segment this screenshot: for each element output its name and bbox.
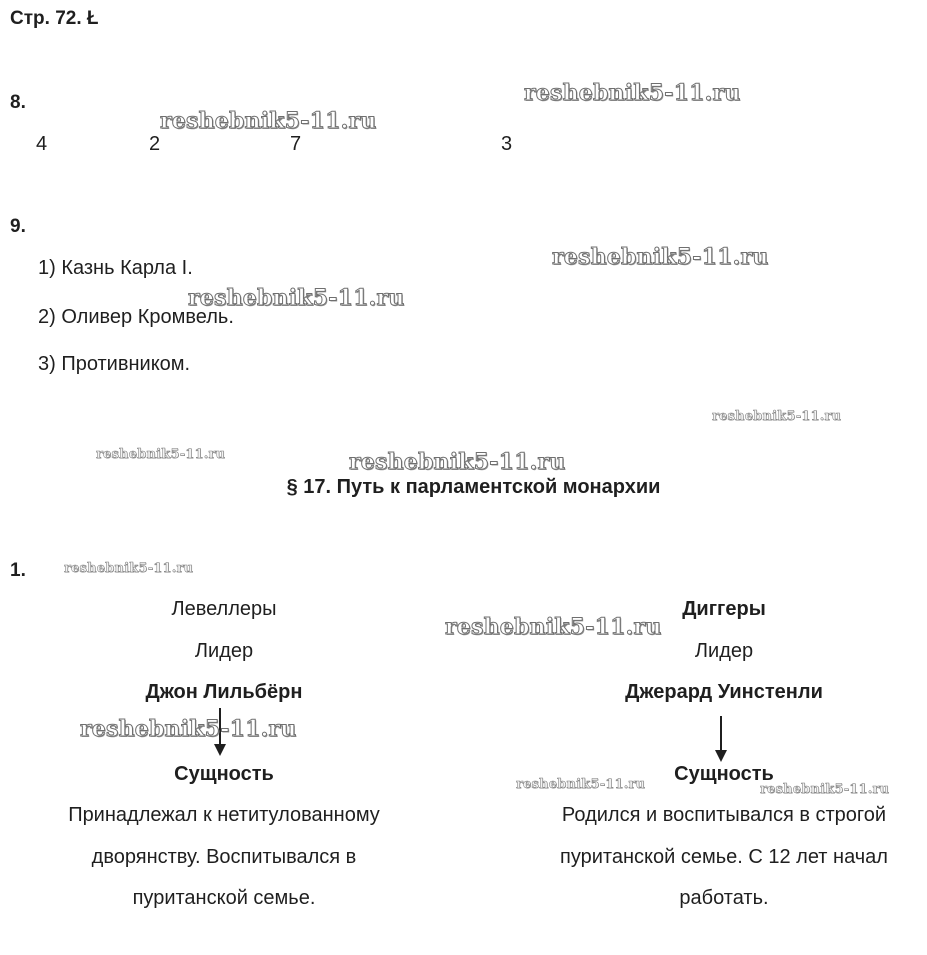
task-8-answer: 3 bbox=[501, 133, 513, 155]
left-arrow-head bbox=[214, 744, 226, 756]
watermark: reshebnik5-11.ru bbox=[64, 561, 194, 576]
right-group-name: Диггеры bbox=[682, 598, 766, 620]
watermark: reshebnik5-11.ru bbox=[712, 409, 842, 424]
left-essence-line: Принадлежал к нетитулованному bbox=[68, 804, 380, 826]
task-9-item: 2) Оливер Кромвель. bbox=[38, 306, 234, 328]
right-leader-name: Джерард Уинстенли bbox=[625, 681, 823, 703]
task-8-answer: 7 bbox=[290, 133, 302, 155]
right-essence-line: пуританской семье. С 12 лет начал bbox=[560, 846, 888, 868]
right-arrow-line bbox=[720, 716, 722, 750]
right-arrow-head bbox=[715, 750, 727, 762]
watermark: reshebnik5-11.ru bbox=[349, 449, 566, 475]
left-leader-name: Джон Лильбёрн bbox=[145, 681, 303, 703]
watermark: reshebnik5-11.ru bbox=[524, 80, 741, 106]
left-essence-label: Сущность bbox=[174, 763, 274, 785]
task-9-item: 3) Противником. bbox=[38, 353, 191, 375]
task-9-item: 1) Казнь Карла I. bbox=[38, 257, 193, 279]
task-8-answer: 2 bbox=[149, 133, 161, 155]
watermark: reshebnik5-11.ru bbox=[552, 244, 769, 270]
left-essence-line: пуританской семье. bbox=[132, 887, 316, 909]
right-essence-label: Сущность bbox=[674, 763, 774, 785]
section-title: § 17. Путь к парламентской монархии bbox=[286, 476, 661, 498]
task-1-number: 1. bbox=[10, 560, 26, 581]
watermark: reshebnik5-11.ru bbox=[188, 285, 405, 311]
right-essence-line: работать. bbox=[679, 887, 769, 909]
watermark: reshebnik5-11.ru bbox=[96, 447, 226, 462]
watermark: reshebnik5-11.ru bbox=[516, 777, 646, 792]
watermark: reshebnik5-11.ru bbox=[80, 716, 297, 742]
left-essence-line: дворянству. Воспитывался в bbox=[91, 846, 357, 868]
watermark: reshebnik5-11.ru bbox=[445, 614, 662, 640]
right-essence-line: Родился и воспитывался в строгой bbox=[561, 804, 887, 826]
page-header: Стр. 72. Ł bbox=[10, 8, 99, 29]
left-group-name: Левеллеры bbox=[171, 598, 277, 620]
task-8-number: 8. bbox=[10, 92, 26, 113]
right-leader-label: Лидер bbox=[694, 640, 754, 662]
watermark: reshebnik5-11.ru bbox=[760, 782, 890, 797]
task-8-answer: 4 bbox=[36, 133, 48, 155]
left-leader-label: Лидер bbox=[194, 640, 254, 662]
task-9-number: 9. bbox=[10, 216, 26, 237]
watermark: reshebnik5-11.ru bbox=[160, 108, 377, 134]
